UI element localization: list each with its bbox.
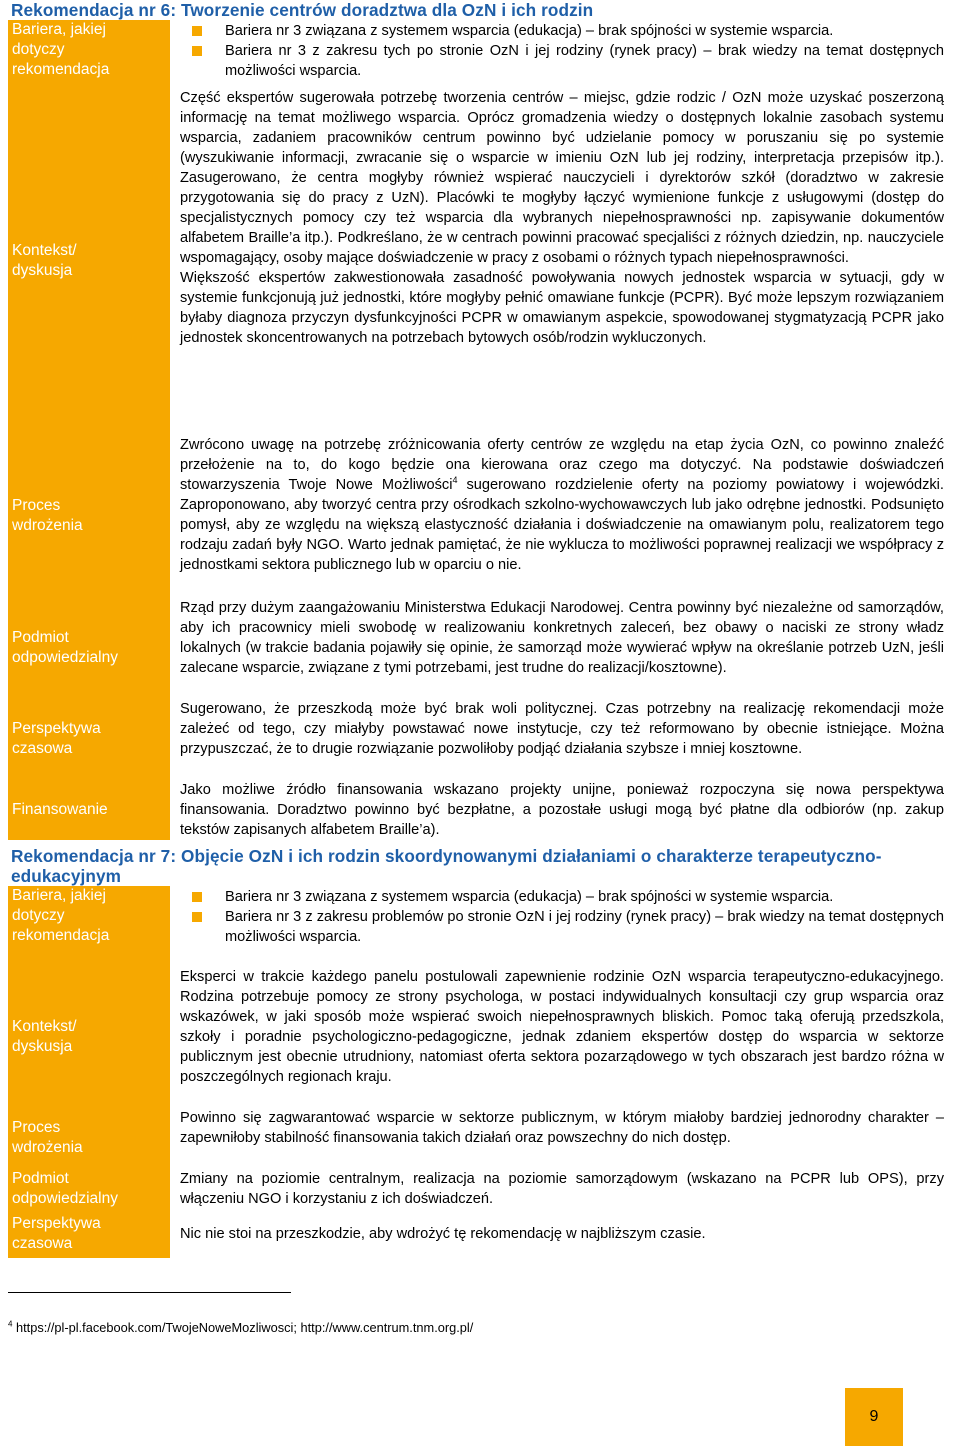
- rec6-title: Rekomendacja nr 6: Tworzenie centrów doradztwa dla OzN i ich rodzin: [11, 0, 594, 20]
- rec6-responsible-content: [180, 598, 956, 699]
- rec6-row-responsible: [8, 598, 956, 699]
- bullet-square-icon: [192, 892, 202, 902]
- rec6-row-funding: [8, 780, 956, 841]
- page-number: 9: [869, 1408, 879, 1425]
- rec7-barrier-label: Bariera, jakiej dotyczy rekomendacja: [8, 886, 170, 967]
- rec6-barrier-label: Bariera, jakiej dotyczy rekomendacja: [8, 20, 170, 88]
- rec6-context-label: Kontekst/ dyskusja: [8, 88, 170, 435]
- rec6-funding-content: [180, 780, 956, 841]
- rec7-row-responsible: [8, 1169, 956, 1210]
- paragraph: Zwrócono uwagę na potrzebę zróżnicowania oferty centrów ze względu na etap życia OzN, co powinno znaleźć przełożenie na to, do kogo będzie ona kierowana oraz czego ma dotyczyć. Na podstawie doświadczeń stowarzyszenia Twoje Nowe Możliwości$^4$ sugerowano rozdzielenie oferty na poziomy powiatowy i wojewódzki. Zaproponowano, aby tworzyć centra przy ośrodkach szkolno-wychowawczych lub jako odrębne jednostki. Podsunięto pomysł, aby ze względu na większą elastyczność działania i doświadczenie na omawianym polu, realizatorem tego rodzaju zadań były NGO. Warto jednak pamiętać, że nie wyklucza to możliwości poprawnej realizacji we współpracy z jednostkami sektora publicznego lub w oparciu o nie.: [180, 436, 944, 573]
- paragraph: Sugerowano, że przeszkodą może być brak woli politycznej. Czas potrzebny na realizację rekomendacji może zależeć od tego, czy miałyby powstawać nowe instytucje, czy też reformowano by obecnie istniejące. Można przypuszczać, że to drugie rozwiązanie pozwoliłoby podjąć działania szybsze i mniej kosztowne.: [180, 700, 944, 757]
- rec7-row-timeline: [8, 1210, 956, 1259]
- rec6-process-label: Proces wdrożenia: [8, 435, 170, 598]
- rec6-barrier-content: [180, 20, 956, 88]
- rec7-row-barrier: [8, 886, 956, 967]
- barrier-item: Bariera nr 3 z zakresu problemów po stronie OzN i jej rodziny (rynek pracy) – brak wiedzy na temat dostępnych możliwości wsparcia.: [180, 907, 956, 947]
- rec7-title: Rekomendacja nr 7: Objęcie OzN i ich rodzin skoordynowanymi działaniami o charakterze terapeutyczno-edukacyjnym: [11, 846, 882, 886]
- rec6-row-timeline: [8, 699, 956, 780]
- rec7-table: [8, 886, 956, 1258]
- footnote-number: 4: [8, 1319, 13, 1329]
- rec6-table: [8, 20, 956, 840]
- bullet-square-icon: [192, 26, 202, 36]
- rec7-process-content: [180, 1108, 956, 1169]
- footnote-text: https://pl-pl.facebook.com/TwojeNoweMozliwosci; http://www.centrum.tnm.org.pl/: [12, 1320, 474, 1335]
- rec7-timeline-content: [180, 1210, 956, 1259]
- rec7-barrier-content: [180, 886, 956, 967]
- rec7-row-process: [8, 1108, 956, 1169]
- rec6-row-process: [8, 435, 956, 598]
- barrier-item: Bariera nr 3 z zakresu tych po stronie OzN i jej rodziny (rynek pracy) – brak wiedzy na temat dostępnych możliwości wsparcia.: [180, 41, 956, 81]
- barrier-item: Bariera nr 3 związana z systemem wsparcia (edukacja) – brak spójności w systemie wsparcia.: [180, 21, 956, 41]
- footnote-ref: 4: [452, 474, 458, 485]
- rec7-responsible-label: Podmiot odpowiedzialny: [8, 1169, 170, 1210]
- paragraph: Jako możliwe źródło finansowania wskazano projekty unijne, ponieważ rozpoczyna się nowa perspektywa finansowania. Doradztwo powinno być bezpłatne, a pozostałe usługi mogą być płatne dla odbiorów (np. zakup tekstów zapisanych alfabetem Braille’a).: [180, 781, 944, 838]
- page-number-box: [845, 1388, 903, 1446]
- paragraph: Nic nie stoi na przeszkodzie, aby wdrożyć tę rekomendację w najbliższym czasie.: [180, 1225, 706, 1242]
- rec7-row-context: [8, 967, 956, 1108]
- footnote-separator: [8, 1292, 291, 1293]
- paragraph: Powinno się zagwarantować wsparcie w sektorze publicznym, w którym miałoby bardziej jednorodny charakter – zapewniłoby stabilność finansowania takich działań oraz powszechny do nich dostęp.: [180, 1109, 944, 1146]
- rec7-timeline-label: Perspektywa czasowa: [8, 1210, 170, 1259]
- rec7-context-label: Kontekst/ dyskusja: [8, 967, 170, 1108]
- rec7-process-label: Proces wdrożenia: [8, 1108, 170, 1169]
- rec6-row-context: [8, 88, 956, 435]
- rec7-context-content: [180, 967, 956, 1108]
- paragraph: Zmiany na poziomie centralnym, realizacja na poziomie samorządowym (wskazano na PCPR lub OPS), przy włączeniu NGO i korzystaniu z ich doświadczeń.: [180, 1170, 944, 1207]
- rec6-timeline-label: Perspektywa czasowa: [8, 699, 170, 780]
- bullet-square-icon: [192, 46, 202, 56]
- bullet-square-icon: [192, 912, 202, 922]
- rec6-responsible-label: Podmiot odpowiedzialny: [8, 598, 170, 699]
- paragraph: Eksperci w trakcie każdego panelu postulowali zapewnienie rodzinie OzN wsparcia terapeutyczno-edukacyjnego. Rodzina potrzebuje pomocy ze strony psychologa, w postaci indywidualnych konsultacji czy grup wsparcia oraz wskazówek, w jaki sposób może wspierać swoich niepełnosprawnych bliskich. Pomoc taką oferują przedszkola, szkoły i poradnie psychologiczno-pedagogiczne, jednak zdaniem ekspertów dostęp do wsparcia w sektorze publicznym jest obecnie utrudniony, natomiast oferta sektora pozarządowego w tych obszarach jest bardzo różna w poszczególnych regionach kraju.: [180, 968, 944, 1085]
- paragraph: Część ekspertów sugerowała potrzebę tworzenia centrów – miejsc, gdzie rodzic / OzN może uzyskać poszerzoną informację na temat możliwego wsparcia. Oprócz gromadzenia wiedzy o dostępnych lokalnie zasobach systemu wsparcia, zadaniem pracowników centrum powinno być udzielanie pomocy w poruszaniu się po systemie (wyszukiwanie informacji, zwracanie się o wsparcie w imieniu OzN lub jej rodziny, interpretacja przepisów itp.). Zasugerowano, że centra mogłyby również wspierać nauczycieli i dyrektorów szkół (doradztwo w zakresie przygotowania się do pracy z UzN). Placówki te mogłyby łączyć wymienione funkcje z usługowymi (dostęp do specjalistycznych pomocy czy też wsparcia dla wybranych niepełnosprawności np. zapisywanie dokumentów alfabetem Braille’a itp.). Podkreślano, że w centrach powinni pracować specjaliści z różnych dziedzin, np. nauczyciele wspomagający, osoby mające doświadczenie w pracy z osobami o różnych typach niepełnosprawności.: [180, 89, 944, 266]
- rec7-responsible-content: [180, 1169, 956, 1210]
- paragraph: Rząd przy dużym zaangażowaniu Ministerstwa Edukacji Narodowej. Centra powinny być niezależne od samorządów, aby ich pracownicy mieli swobodę w realizowaniu konkretnych zaleceń, bez obawy o naciski ze strony władz lokalnych (w trakcie badania pojawiły się opinie, że samorząd może wywierać wpływ na określanie potrzeb UzN, jeśli zalecane wsparcie, związane z tymi potrzebami, jest trudne do realizacji/kosztowne).: [180, 599, 944, 676]
- rec6-process-content: [180, 435, 956, 598]
- footnote: [8, 1320, 473, 1336]
- paragraph: Większość ekspertów zakwestionowała zasadność powoływania nowych jednostek wsparcia w sytuacji, gdy w systemie funkcjonują już jednostki, które mogłyby pełnić omawiane funkcje (PCPR). Być może lepszym rozwiązaniem byłaby diagnoza przyczyn dysfunkcyjności PCPR w omawianym aspekcie, spowodowanej stygmatyzacją PCPR jako jednostek skoncentrowanych na potrzebach bytowych osób/rodzin wykluczonych.: [180, 269, 944, 346]
- rec6-funding-label: Finansowanie: [8, 780, 170, 841]
- rec6-row-barrier: [8, 20, 956, 88]
- barrier-item: Bariera nr 3 związana z systemem wsparcia (edukacja) – brak spójności w systemie wsparcia.: [180, 887, 956, 907]
- rec6-context-content: [180, 88, 956, 435]
- rec6-timeline-content: [180, 699, 956, 780]
